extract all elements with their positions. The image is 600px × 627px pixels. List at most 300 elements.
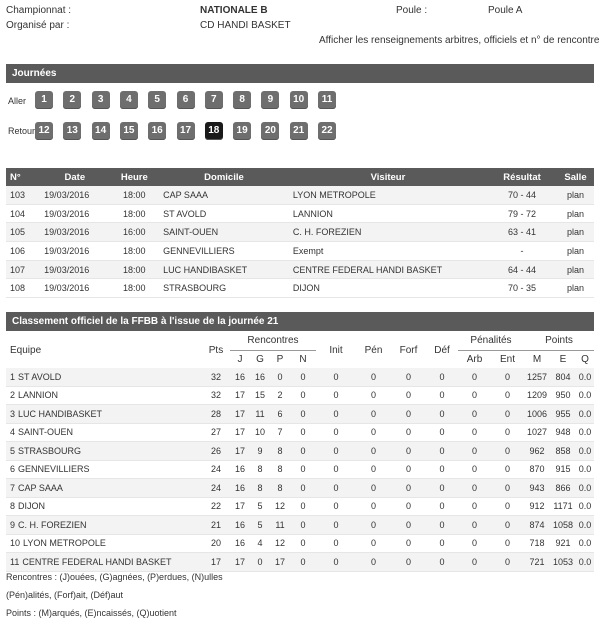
standing-cell: 16 xyxy=(230,368,250,386)
match-cell: 70 - 35 xyxy=(487,279,557,298)
standing-cell: 16 xyxy=(230,460,250,479)
team-name[interactable]: SAINT-OUEN xyxy=(18,427,74,438)
standing-cell: 27 xyxy=(202,423,230,442)
match-cell: LYON METROPOLE xyxy=(289,186,487,204)
standing-cell: 0 xyxy=(426,553,458,572)
standing-cell: 24 xyxy=(202,479,230,498)
standing-cell: 0 xyxy=(426,386,458,405)
standing-cell: 0 xyxy=(290,516,316,535)
standing-cell: 804 xyxy=(550,368,576,386)
standing-cell: 0 xyxy=(290,553,316,572)
poule-label: Poule : xyxy=(396,5,428,16)
standing-cell: 22 xyxy=(202,497,230,516)
match-cell: 79 - 72 xyxy=(487,204,557,223)
match-cell: 16:00 xyxy=(110,223,160,242)
standing-cell: 0 xyxy=(458,405,491,424)
standing-cell: 5 xyxy=(250,497,270,516)
standing-cell: 0 xyxy=(491,386,524,405)
standing-cell: 0 xyxy=(458,423,491,442)
standing-row xyxy=(6,405,594,424)
standing-cell: 0 xyxy=(458,516,491,535)
standing-cell: 0 xyxy=(491,368,524,386)
standing-row xyxy=(6,534,594,553)
standing-cell: 0 xyxy=(270,368,290,386)
retour-day-15[interactable]: 15 xyxy=(120,122,138,140)
match-cell: 18:00 xyxy=(110,260,160,279)
team-name[interactable]: CENTRE FEDERAL HANDI BASKET xyxy=(22,556,172,567)
standing-cell: 0 xyxy=(290,368,316,386)
standing-cell: 0 xyxy=(491,423,524,442)
standing-cell: 8 xyxy=(250,479,270,498)
standing-cell: 0 xyxy=(290,405,316,424)
team-name[interactable]: LUC HANDIBASKET xyxy=(18,408,103,419)
standing-cell: 0 xyxy=(290,534,316,553)
standing-row xyxy=(6,423,594,442)
team-cell xyxy=(6,423,202,442)
standing-cell: 1053 xyxy=(550,553,576,572)
standing-cell: 0 xyxy=(426,442,458,461)
standing-cell: 0 xyxy=(426,405,458,424)
standing-cell: 0 xyxy=(391,460,426,479)
standing-row xyxy=(6,553,594,572)
championnat-value: NATIONALE B xyxy=(200,5,268,16)
col-forf: Forf xyxy=(399,344,418,356)
match-cell: 63 - 41 xyxy=(487,223,557,242)
standing-cell: 17 xyxy=(270,553,290,572)
standing-cell: 11 xyxy=(250,405,270,424)
team-rank: 3 xyxy=(10,408,16,419)
match-cell: C. H. FOREZIEN xyxy=(289,223,487,242)
team-cell xyxy=(6,534,202,553)
standing-cell: 0 xyxy=(426,423,458,442)
col-equipe: Equipe xyxy=(10,344,42,356)
standing-cell: 0 xyxy=(391,405,426,424)
standing-row xyxy=(6,442,594,461)
match-cell: 18:00 xyxy=(110,279,160,298)
team-cell xyxy=(6,516,202,535)
retour-day-17[interactable]: 17 xyxy=(177,122,195,140)
match-cell: 19/03/2016 xyxy=(40,204,109,223)
col-num: N° xyxy=(6,168,40,186)
standing-cell: 0 xyxy=(426,497,458,516)
standing-cell: 0.0 xyxy=(576,386,594,405)
standing-cell: 0 xyxy=(491,479,524,498)
team-rank: 2 xyxy=(10,390,16,401)
col-j: J xyxy=(237,353,243,365)
standing-cell: 0 xyxy=(290,497,316,516)
standing-cell: 32 xyxy=(202,368,230,386)
standing-cell: 0 xyxy=(391,442,426,461)
standing-cell: 0 xyxy=(491,553,524,572)
team-rank: 9 xyxy=(10,519,16,530)
standing-cell: 8 xyxy=(250,460,270,479)
standing-cell: 0 xyxy=(290,442,316,461)
match-cell: 19/03/2016 xyxy=(40,242,109,261)
standing-cell: 943 xyxy=(524,479,550,498)
match-cell: 70 - 44 xyxy=(487,186,557,204)
standing-cell: 0.0 xyxy=(576,460,594,479)
standing-cell: 12 xyxy=(270,497,290,516)
standing-cell: 0 xyxy=(356,405,391,424)
aller-day-4[interactable]: 4 xyxy=(120,91,138,109)
aller-day-7[interactable]: 7 xyxy=(205,91,223,109)
standing-cell: 0 xyxy=(316,423,356,442)
standing-cell: 0 xyxy=(491,516,524,535)
team-cell xyxy=(6,460,202,479)
standing-cell: 0 xyxy=(356,534,391,553)
standing-cell: 8 xyxy=(270,479,290,498)
matches-table xyxy=(6,168,594,298)
aller-day-9[interactable]: 9 xyxy=(261,91,279,109)
standing-cell: 5 xyxy=(250,516,270,535)
standing-cell: 0 xyxy=(458,386,491,405)
standing-cell: 15 xyxy=(250,386,270,405)
standing-cell: 0 xyxy=(426,460,458,479)
standing-cell: 0 xyxy=(458,534,491,553)
standing-cell: 0 xyxy=(290,460,316,479)
standing-cell: 10 xyxy=(250,423,270,442)
standing-row xyxy=(6,368,594,386)
standing-row xyxy=(6,497,594,516)
match-cell: LANNION xyxy=(289,204,487,223)
col-init: Init xyxy=(329,344,343,356)
aller-day-6[interactable]: 6 xyxy=(177,91,195,109)
col-m: M xyxy=(532,353,542,365)
match-row xyxy=(6,260,594,279)
team-cell xyxy=(6,497,202,516)
standing-cell: 4 xyxy=(250,534,270,553)
col-pts: Pts xyxy=(208,344,224,356)
team-rank: 1 xyxy=(10,371,16,382)
team-name[interactable]: C. H. FOREZIEN xyxy=(18,519,87,530)
standing-cell: 0 xyxy=(458,553,491,572)
team-rank: 6 xyxy=(10,464,16,475)
standing-cell: 0 xyxy=(356,516,391,535)
standing-cell: 948 xyxy=(550,423,576,442)
standing-cell: 0 xyxy=(391,423,426,442)
match-cell: 18:00 xyxy=(110,204,160,223)
standing-cell: 0 xyxy=(491,460,524,479)
standing-cell: 17 xyxy=(202,553,230,572)
match-cell: GENNEVILLIERS xyxy=(159,242,289,261)
standing-cell: 0 xyxy=(356,423,391,442)
match-cell: LUC HANDIBASKET xyxy=(159,260,289,279)
standing-cell: 16 xyxy=(230,479,250,498)
standing-row xyxy=(6,460,594,479)
standing-cell: 0 xyxy=(458,460,491,479)
team-name[interactable]: CAP SAAA xyxy=(18,482,63,493)
group-points: Points xyxy=(524,332,594,350)
standing-cell: 0 xyxy=(316,442,356,461)
standing-cell: 1027 xyxy=(524,423,550,442)
standing-row xyxy=(6,386,594,405)
standing-cell: 0 xyxy=(356,442,391,461)
standing-cell: 11 xyxy=(270,516,290,535)
standing-cell: 0 xyxy=(391,497,426,516)
standing-cell: 0 xyxy=(391,516,426,535)
match-row xyxy=(6,204,594,223)
standing-cell: 0 xyxy=(316,386,356,405)
standing-cell: 0.0 xyxy=(576,553,594,572)
standing-cell: 1171 xyxy=(550,497,576,516)
standing-cell: 0 xyxy=(391,534,426,553)
standing-cell: 17 xyxy=(230,405,250,424)
standing-cell: 28 xyxy=(202,405,230,424)
col-p: P xyxy=(276,353,284,365)
standing-cell: 0.0 xyxy=(576,423,594,442)
standing-cell: 16 xyxy=(230,534,250,553)
standing-cell: 0 xyxy=(316,460,356,479)
team-cell xyxy=(6,386,202,405)
legend-penalites: (Pén)alités, (Forf)ait, (Déf)aut xyxy=(6,590,124,600)
standing-cell: 874 xyxy=(524,516,550,535)
match-cell: 103 xyxy=(6,186,40,204)
aller-label: Aller xyxy=(8,96,27,106)
match-cell: CENTRE FEDERAL HANDI BASKET xyxy=(289,260,487,279)
standing-cell: 12 xyxy=(270,534,290,553)
retour-day-14[interactable]: 14 xyxy=(92,122,110,140)
plan-link[interactable]: plan xyxy=(557,186,594,204)
match-cell: Exempt xyxy=(289,242,487,261)
retour-day-22[interactable]: 22 xyxy=(318,122,336,140)
match-cell: 106 xyxy=(6,242,40,261)
standing-cell: 0 xyxy=(426,534,458,553)
team-cell xyxy=(6,442,202,461)
retour-day-18[interactable]: 18 xyxy=(205,122,223,140)
standing-cell: 912 xyxy=(524,497,550,516)
standing-cell: 0.0 xyxy=(576,516,594,535)
standing-cell: 0 xyxy=(250,553,270,572)
col-g: G xyxy=(256,353,264,365)
standing-cell: 0 xyxy=(356,497,391,516)
plan-link[interactable]: plan xyxy=(557,223,594,242)
retour-day-12[interactable]: 12 xyxy=(35,122,53,140)
team-cell xyxy=(6,479,202,498)
match-row xyxy=(6,186,594,204)
retour-day-13[interactable]: 13 xyxy=(63,122,81,140)
standing-cell: 7 xyxy=(270,423,290,442)
aller-day-10[interactable]: 10 xyxy=(290,91,308,109)
standing-cell: 17 xyxy=(230,553,250,572)
col-n: N xyxy=(299,353,307,365)
team-name[interactable]: LYON METROPOLE xyxy=(23,538,106,549)
aller-day-11[interactable]: 11 xyxy=(318,91,336,109)
col-salle: Salle xyxy=(557,168,594,186)
col-resultat: Résultat xyxy=(487,168,557,186)
standing-cell: 26 xyxy=(202,442,230,461)
standing-cell: 0 xyxy=(426,368,458,386)
standing-cell: 718 xyxy=(524,534,550,553)
team-cell xyxy=(6,405,202,424)
plan-link[interactable]: plan xyxy=(557,260,594,279)
standing-cell: 0 xyxy=(316,479,356,498)
legend-points: Points : (M)arqués, (E)ncaissés, (Q)uotient xyxy=(6,608,177,618)
col-visiteur: Visiteur xyxy=(289,168,487,186)
aller-day-1[interactable]: 1 xyxy=(35,91,53,109)
team-name[interactable]: ST AVOLD xyxy=(18,371,62,382)
journees-header: Journées xyxy=(6,64,594,83)
col-arb: Arb xyxy=(466,353,483,365)
standing-cell: 0 xyxy=(316,405,356,424)
standing-cell: 1257 xyxy=(524,368,550,386)
standing-cell: 0 xyxy=(491,442,524,461)
standing-cell: 1058 xyxy=(550,516,576,535)
standing-cell: 0 xyxy=(316,534,356,553)
match-cell: 19/03/2016 xyxy=(40,279,109,298)
standing-cell: 0.0 xyxy=(576,497,594,516)
match-row xyxy=(6,279,594,298)
match-cell: 19/03/2016 xyxy=(40,186,109,204)
standing-cell: 8 xyxy=(270,460,290,479)
standing-row xyxy=(6,479,594,498)
standing-cell: 0 xyxy=(356,479,391,498)
standing-cell: 950 xyxy=(550,386,576,405)
standing-cell: 866 xyxy=(550,479,576,498)
standing-cell: 0 xyxy=(458,497,491,516)
team-rank: 7 xyxy=(10,482,16,493)
standing-cell: 17 xyxy=(230,442,250,461)
match-row xyxy=(6,223,594,242)
team-name[interactable]: LANNION xyxy=(18,390,59,401)
match-cell: 104 xyxy=(6,204,40,223)
team-rank: 5 xyxy=(10,445,16,456)
standing-cell: 0 xyxy=(458,368,491,386)
standing-row xyxy=(6,516,594,535)
standing-cell: 0.0 xyxy=(576,534,594,553)
team-rank: 4 xyxy=(10,427,16,438)
match-row xyxy=(6,242,594,261)
classement-table xyxy=(6,332,594,572)
organise-value: CD HANDI BASKET xyxy=(200,20,291,31)
standing-cell: 0.0 xyxy=(576,368,594,386)
classement-header: Classement officiel de la FFBB à l'issue de la journée 21 xyxy=(6,312,594,331)
aller-day-2[interactable]: 2 xyxy=(63,91,81,109)
standing-cell: 955 xyxy=(550,405,576,424)
standing-cell: 6 xyxy=(270,405,290,424)
group-penalites: Pénalités xyxy=(458,332,524,350)
team-rank: 8 xyxy=(10,501,16,512)
standing-cell: 0 xyxy=(356,460,391,479)
match-cell: STRASBOURG xyxy=(159,279,289,298)
standing-cell: 0 xyxy=(426,516,458,535)
standing-cell: 0.0 xyxy=(576,479,594,498)
standing-cell: 16 xyxy=(230,516,250,535)
team-name[interactable]: GENNEVILLIERS xyxy=(18,464,90,475)
match-cell: 64 - 44 xyxy=(487,260,557,279)
col-ent: Ent xyxy=(499,353,515,365)
standing-cell: 16 xyxy=(250,368,270,386)
standing-cell: 870 xyxy=(524,460,550,479)
aller-day-3[interactable]: 3 xyxy=(92,91,110,109)
standing-cell: 0 xyxy=(290,423,316,442)
col-pen: Pén xyxy=(364,344,383,356)
col-def: Déf xyxy=(434,344,450,356)
poule-value: Poule A xyxy=(488,5,523,16)
standing-cell: 0 xyxy=(491,405,524,424)
standing-cell: 0 xyxy=(491,497,524,516)
standing-cell: 0 xyxy=(290,479,316,498)
match-cell: 108 xyxy=(6,279,40,298)
team-rank: 10 xyxy=(10,538,21,549)
standing-cell: 921 xyxy=(550,534,576,553)
standing-cell: 20 xyxy=(202,534,230,553)
match-cell: 19/03/2016 xyxy=(40,223,109,242)
match-cell: - xyxy=(487,242,557,261)
standing-cell: 24 xyxy=(202,460,230,479)
standing-cell: 17 xyxy=(230,497,250,516)
retour-day-20[interactable]: 20 xyxy=(261,122,279,140)
standing-cell: 0 xyxy=(316,553,356,572)
organise-label: Organisé par : xyxy=(6,20,70,31)
standing-cell: 962 xyxy=(524,442,550,461)
match-cell: ST AVOLD xyxy=(159,204,289,223)
match-cell: 107 xyxy=(6,260,40,279)
standing-cell: 915 xyxy=(550,460,576,479)
standing-cell: 0.0 xyxy=(576,442,594,461)
standing-cell: 0 xyxy=(426,479,458,498)
standing-cell: 21 xyxy=(202,516,230,535)
team-cell xyxy=(6,368,202,386)
match-cell: SAINT-OUEN xyxy=(159,223,289,242)
info-link[interactable]: Afficher les renseignements arbitres, officiels et n° de rencontre xyxy=(319,35,600,46)
team-cell xyxy=(6,553,202,572)
standing-cell: 0 xyxy=(391,479,426,498)
standing-cell: 1006 xyxy=(524,405,550,424)
match-cell: 19/03/2016 xyxy=(40,260,109,279)
retour-day-16[interactable]: 16 xyxy=(148,122,166,140)
standing-cell: 17 xyxy=(230,423,250,442)
standing-cell: 721 xyxy=(524,553,550,572)
team-rank: 11 xyxy=(10,556,20,567)
standing-cell: 9 xyxy=(250,442,270,461)
standing-cell: 32 xyxy=(202,386,230,405)
retour-day-19[interactable]: 19 xyxy=(233,122,251,140)
group-rencontres: Rencontres xyxy=(230,332,316,350)
standing-cell: 0 xyxy=(316,497,356,516)
match-cell: CAP SAAA xyxy=(159,186,289,204)
aller-day-8[interactable]: 8 xyxy=(233,91,251,109)
aller-day-5[interactable]: 5 xyxy=(148,91,166,109)
standing-cell: 0 xyxy=(391,368,426,386)
plan-link[interactable]: plan xyxy=(557,279,594,298)
standing-cell: 1209 xyxy=(524,386,550,405)
col-heure: Heure xyxy=(110,168,160,186)
standing-cell: 0 xyxy=(316,368,356,386)
retour-label: Retour xyxy=(8,126,36,136)
standing-cell: 0 xyxy=(356,386,391,405)
standing-cell: 858 xyxy=(550,442,576,461)
standing-cell: 0.0 xyxy=(576,405,594,424)
retour-day-21[interactable]: 21 xyxy=(290,122,308,140)
legend-rencontres: Rencontres : (J)ouées, (G)agnées, (P)erdues, (N)ulles xyxy=(6,572,223,582)
plan-link[interactable]: plan xyxy=(557,242,594,261)
team-name[interactable]: DIJON xyxy=(18,501,46,512)
plan-link[interactable]: plan xyxy=(557,204,594,223)
match-cell: 105 xyxy=(6,223,40,242)
standing-cell: 0 xyxy=(458,442,491,461)
standing-cell: 17 xyxy=(230,386,250,405)
col-date: Date xyxy=(40,168,109,186)
standing-cell: 0 xyxy=(290,386,316,405)
standing-cell: 0 xyxy=(458,479,491,498)
standing-cell: 2 xyxy=(270,386,290,405)
championnat-label: Championnat : xyxy=(6,5,72,16)
standing-cell: 0 xyxy=(391,386,426,405)
standing-cell: 0 xyxy=(356,553,391,572)
standing-cell: 8 xyxy=(270,442,290,461)
team-name[interactable]: STRASBOURG xyxy=(18,445,82,456)
standing-cell: 0 xyxy=(491,534,524,553)
